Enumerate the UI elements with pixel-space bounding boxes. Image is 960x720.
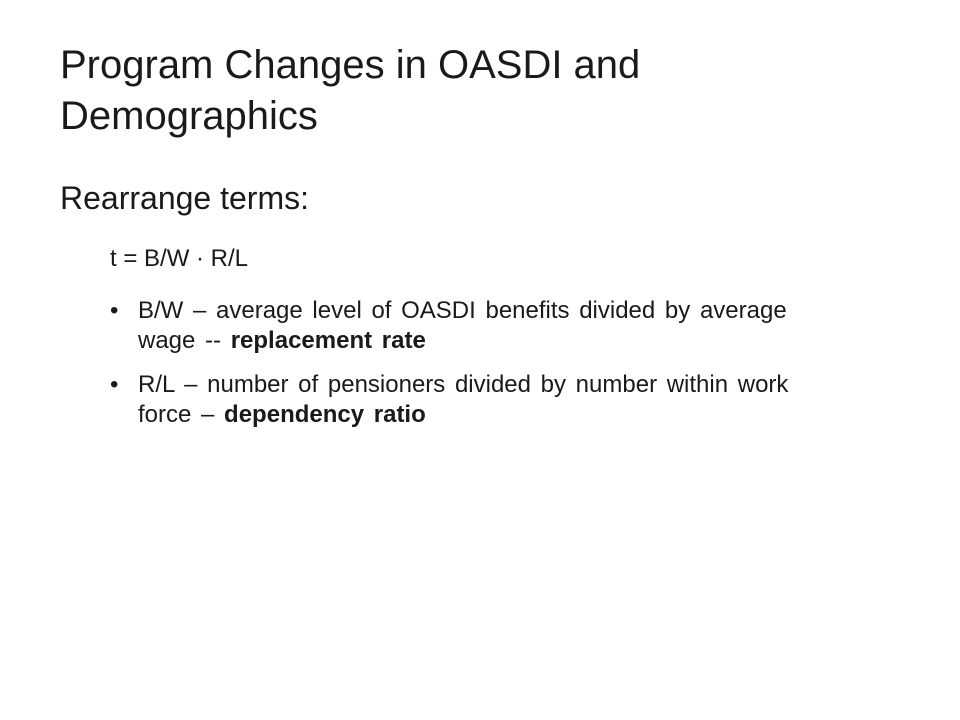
tax-rate-formula: t = B/W · R/L (110, 245, 249, 272)
bullet-text: B/W – average level of OASDI benefits divided by average wage -- (138, 297, 787, 354)
bullet-dependency-ratio (110, 370, 830, 430)
definition-list (110, 296, 830, 444)
bullet-term: replacement rate (230, 327, 426, 354)
slide-subheading: Rearrange terms: (60, 180, 309, 216)
bullet-term: dependency ratio (224, 401, 426, 428)
bullet-marker-icon: • (110, 297, 119, 324)
bullet-text: R/L – number of pensioners divided by number within work force – (138, 371, 789, 428)
bullet-marker-icon: • (110, 371, 119, 398)
bullet-replacement-rate (110, 296, 830, 356)
slide-title: Program Changes in OASDI and Demographics (60, 43, 641, 138)
